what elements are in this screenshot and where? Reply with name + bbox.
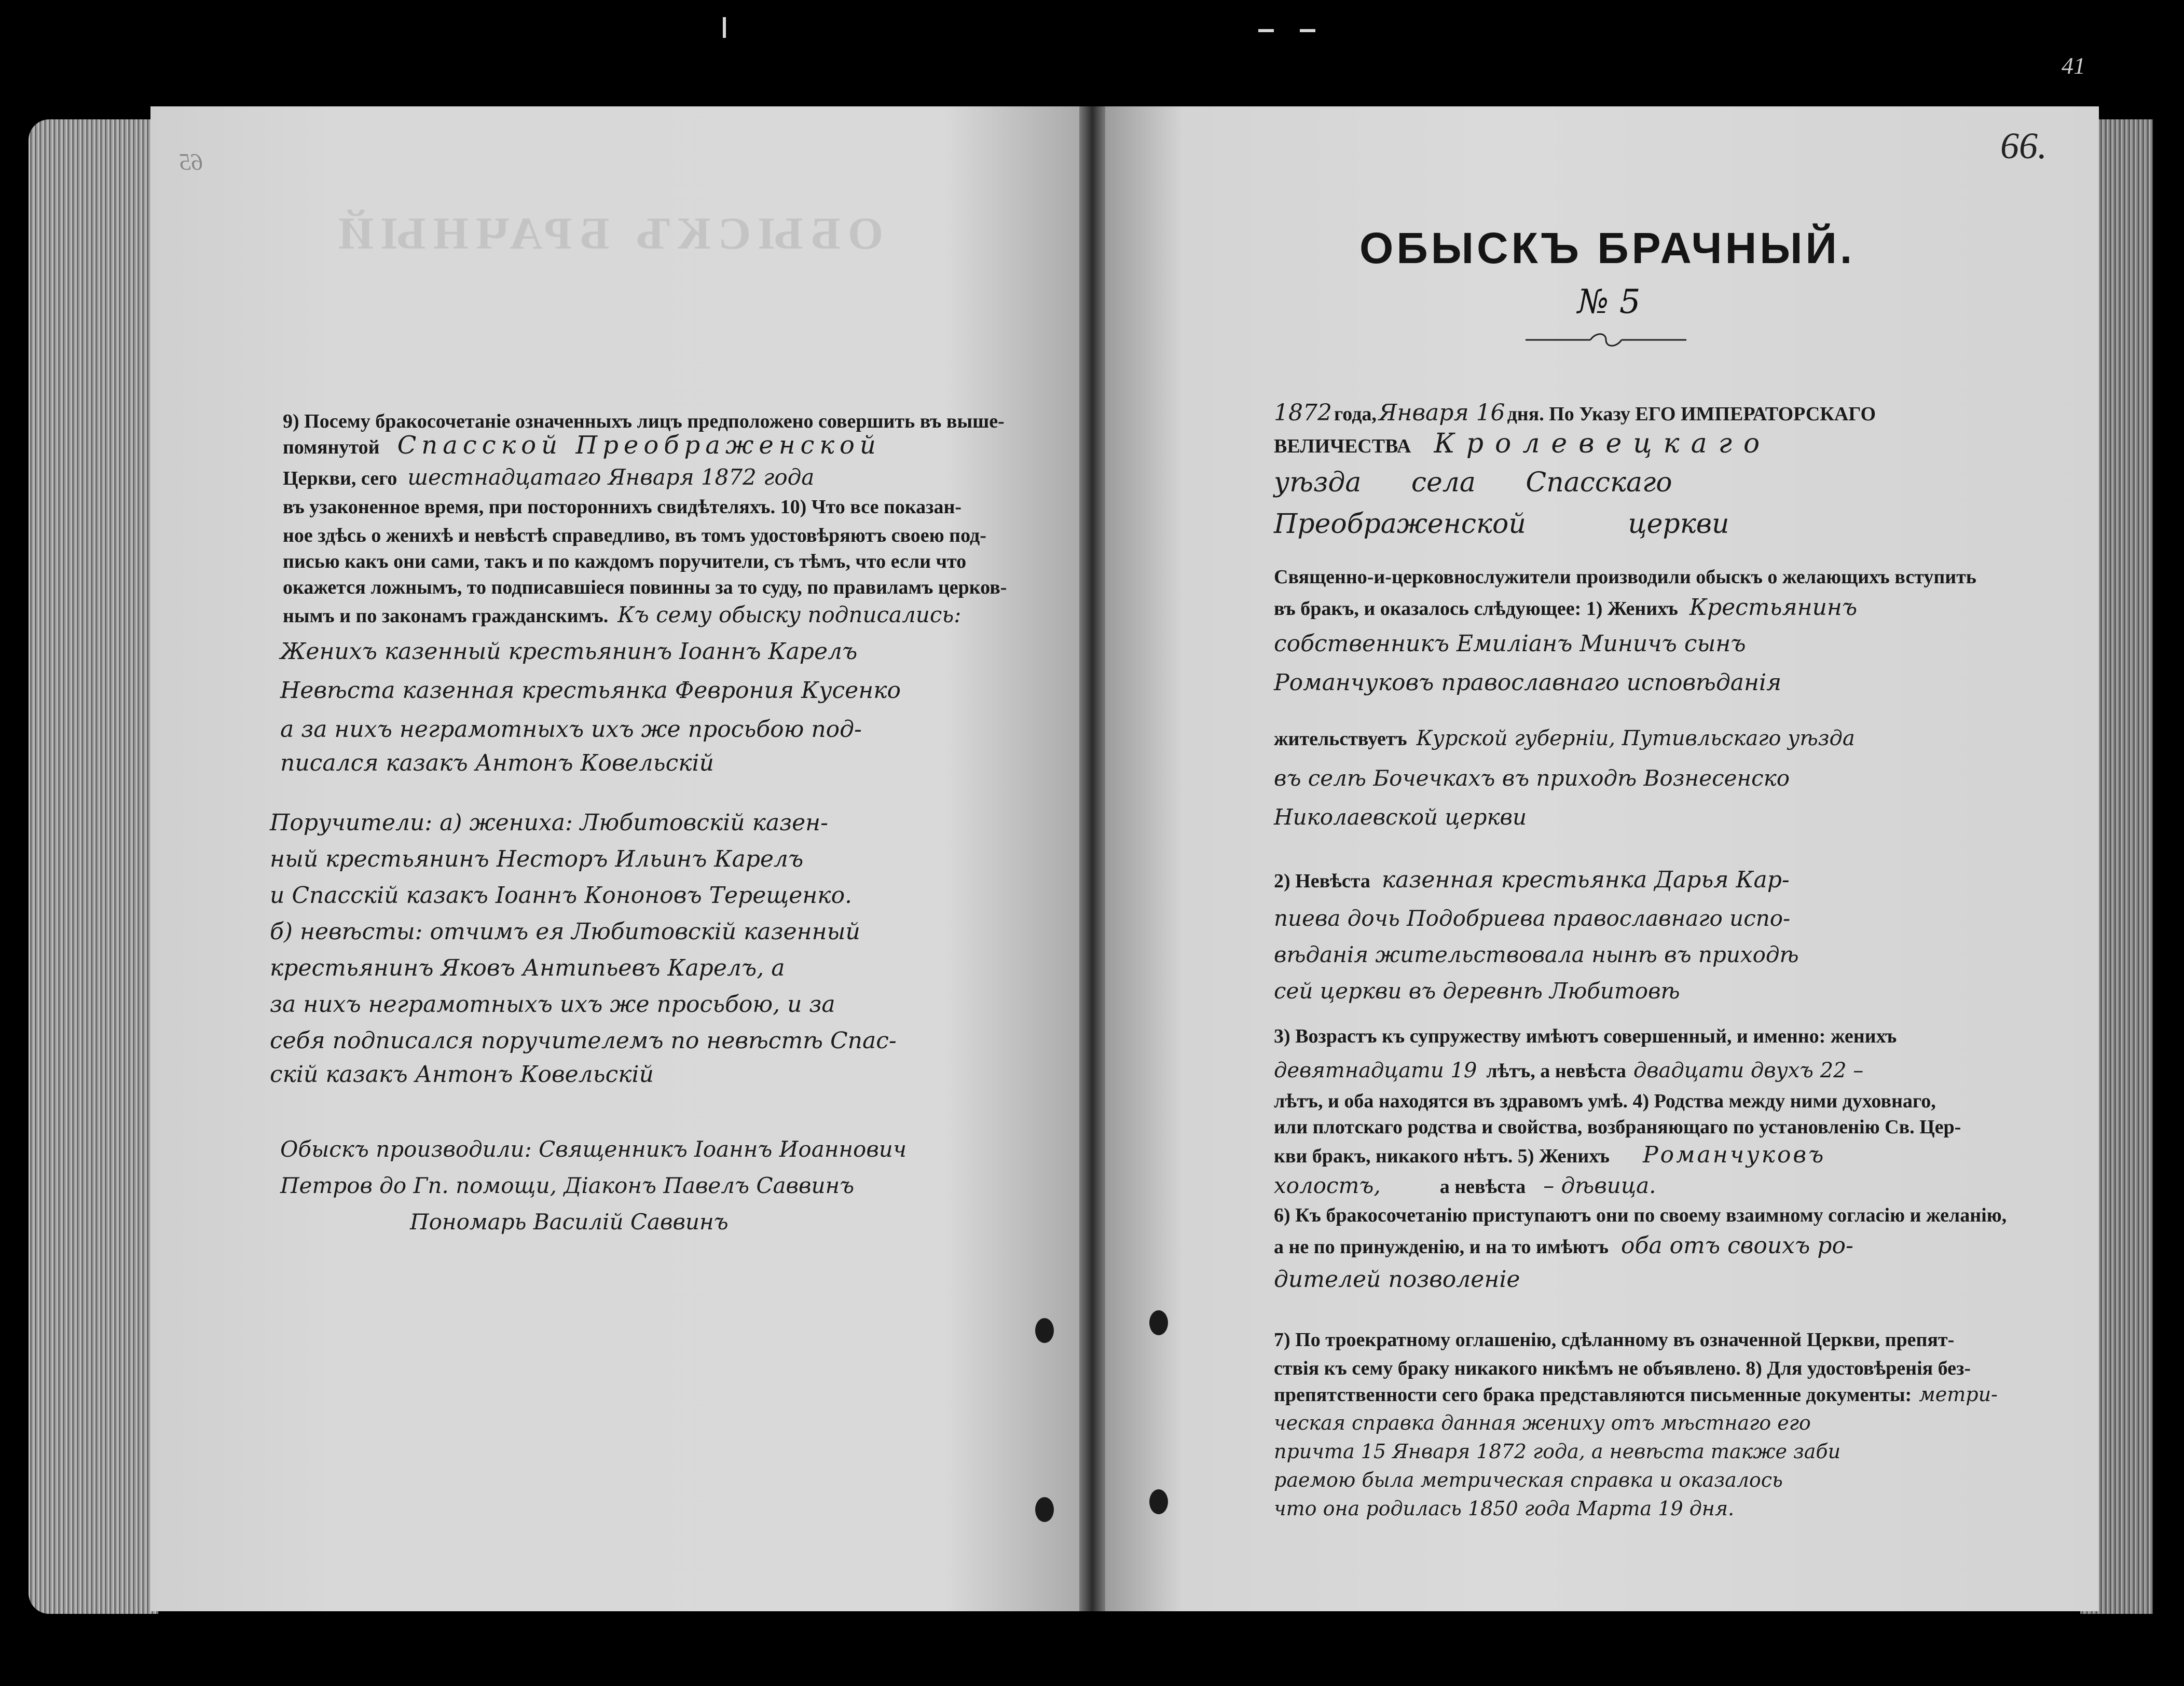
printed-text: Церкви, сего xyxy=(283,468,397,489)
handwritten-line: пиева дочь Подобриева православнаго испо- xyxy=(1274,906,1791,931)
handwritten-line: собственникъ Емиліанъ Миничъ сынъ xyxy=(1274,630,1746,657)
handwritten-text: Января 16 xyxy=(1378,400,1505,426)
handwritten-line: Обыскъ производили: Священникъ Іоаннъ Иоаннович xyxy=(280,1136,906,1162)
handwritten-line: Петров до Гп. помощи, Діаконъ Павелъ Саввинъ xyxy=(280,1173,855,1198)
printed-text: 9) Посему бракосочетаніе означенныхъ лицъ предположено совершить въ выше- xyxy=(283,410,1005,432)
handwritten-text: оба отъ своихъ ро- xyxy=(1621,1232,1853,1259)
printed-text: 6) Къ бракосочетанію приступаютъ они по своему взаимному согласію и желанію, xyxy=(1274,1204,2007,1226)
printed-text: или плотскаго родства и свойства, возбраняющаго по установленію Св. Цер- xyxy=(1274,1116,1961,1138)
printed-text: ВЕЛИЧЕСТВА xyxy=(1274,435,1411,457)
printed-text: лѣтъ, и оба находятся въ здравомъ умѣ. 4) Родства между ними духовнаго, xyxy=(1274,1090,1936,1112)
handwritten-text: двадцати двухъ 22 – xyxy=(1633,1059,1864,1082)
printed-text: нымъ и по законамъ гражданскимъ. xyxy=(283,605,609,627)
text-line xyxy=(283,464,814,490)
scan-mark xyxy=(1258,29,1274,32)
handwritten-line: Женихъ казенный крестьянинъ Іоаннъ Карелъ xyxy=(280,638,858,665)
printed-text: окажется ложнымъ, то подписавшіеся повинны за то суду, по правиламъ церков- xyxy=(283,577,1007,598)
handwritten-line: себя подписался поручителемъ по невѣстѣ Спас- xyxy=(270,1027,897,1054)
record-number: № 5 xyxy=(1577,283,1641,321)
handwritten-text: Курской губерніи, Путивльскаго уѣзда xyxy=(1416,727,1855,750)
handwritten-text: Романчуковъ xyxy=(1642,1142,1826,1168)
text-line xyxy=(1274,1059,1863,1082)
handwritten-line: въ селѣ Бочечкахъ въ приходѣ Вознесенско xyxy=(1274,765,1790,791)
handwritten-line: Поручители: а) жениха: Любитовскій казен- xyxy=(270,810,828,836)
handwritten-text: девятнадцати 19 xyxy=(1274,1059,1477,1082)
handwritten-line: уѣзда села Спасскаго xyxy=(1274,467,1672,498)
handwritten-line: Николаевской церкви xyxy=(1274,804,1527,830)
handwritten-line: причта 15 Января 1872 года, а невѣста также заби xyxy=(1274,1440,1841,1463)
handwritten-text: Спасской Преображенской xyxy=(397,431,881,460)
printed-text: 3) Возрастъ къ супружеству имѣютъ совершенный, и именно: женихъ xyxy=(1274,1025,1897,1047)
handwritten-line: писался казакъ Антонъ Ковельскій xyxy=(280,750,714,776)
corner-number: 41 xyxy=(2062,52,2085,79)
printed-text: въ узаконенное время, при постороннихъ свидѣтеляхъ. 10) Что все показан- xyxy=(283,496,961,518)
handwritten-line: дителей позволеніе xyxy=(1274,1266,1520,1293)
title-flourish xyxy=(1523,332,1689,348)
binding-hole xyxy=(1149,1310,1168,1335)
text-line xyxy=(283,410,1005,433)
handwritten-text: метри- xyxy=(1919,1383,1998,1406)
printed-text: писью какъ они сами, такъ и по каждомъ поручители, съ тѣмъ, что если что xyxy=(283,551,967,572)
text-line xyxy=(1274,1090,1936,1113)
text-line xyxy=(1274,867,1790,893)
printed-text: 7) По троекратному оглашенію, сдѣланному въ означенной Церкви, препят- xyxy=(1274,1329,1955,1351)
handwritten-text: холостъ, xyxy=(1274,1173,1381,1198)
text-line xyxy=(1274,1204,2007,1227)
handwritten-line: ный крестьянинъ Несторъ Ильинъ Карелъ xyxy=(270,846,804,872)
printed-text: Священно-и-церковнослужители производили обыскъ о желающихъ вступить xyxy=(1274,566,1976,588)
handwritten-line: ческая справка данная жениху отъ мѣстнаго его xyxy=(1274,1411,1811,1434)
printed-text: кви бракъ, никакого нѣтъ. 5) Женихъ xyxy=(1274,1145,1610,1167)
printed-text: въ бракъ, и оказалось слѣдующее: 1) Женихъ xyxy=(1274,598,1678,620)
handwritten-line: Невѣста казенная крестьянка Феврония Кусенко xyxy=(280,677,901,704)
scan-mark xyxy=(723,17,726,38)
handwritten-text: Кролевецкаго xyxy=(1434,428,1771,459)
scan-marks xyxy=(0,15,2184,46)
printed-text: лѣтъ, а невѣста xyxy=(1486,1060,1626,1082)
right-page-number: 66. xyxy=(2000,125,2047,167)
text-line xyxy=(1274,400,1876,426)
text-line xyxy=(1274,1232,1853,1259)
handwritten-text: 1872 xyxy=(1274,400,1332,426)
handwritten-line: раемою была метрическая справка и оказалось xyxy=(1274,1469,1783,1491)
handwritten-line: скій казакъ Антонъ Ковельскій xyxy=(270,1061,654,1088)
handwritten-line: Пономарь Василій Саввинъ xyxy=(410,1209,729,1235)
binding-hole xyxy=(1035,1497,1054,1522)
text-line xyxy=(283,602,961,627)
record-title: ОБЫСКЪ БРАЧНЫЙ. xyxy=(1359,224,1856,272)
handwritten-text: – дѣвица. xyxy=(1543,1173,1656,1198)
handwritten-line: Преображенской церкви xyxy=(1274,509,1729,540)
handwritten-line: сей церкви въ деревнѣ Любитовѣ xyxy=(1274,978,1680,1004)
text-line xyxy=(1274,1357,1971,1380)
printed-text: а невѣста xyxy=(1439,1176,1526,1198)
printed-text: помянутой xyxy=(283,436,380,458)
printed-text: года, xyxy=(1334,403,1377,425)
printed-text: а не по принужденію, и на то имѣютъ xyxy=(1274,1236,1609,1258)
text-line xyxy=(1274,727,1855,750)
printed-text: дня. По Указу ЕГО ИМПЕРАТОРСКАГО xyxy=(1507,403,1876,425)
handwritten-line: а за нихъ неграмотныхъ ихъ же просьбою под- xyxy=(280,716,862,743)
printed-text: ное здѣсь о женихѣ и невѣстѣ справедливо, въ томъ удостовѣряютъ своею под- xyxy=(283,525,986,546)
handwritten-text: казенная крестьянка Дарья Кар- xyxy=(1381,867,1790,893)
printed-text: жительствуетъ xyxy=(1274,728,1407,750)
text-line xyxy=(283,576,1007,599)
printed-text: препятственности сего брака представляются письменные документы: xyxy=(1274,1384,1912,1406)
left-page-number: 65 xyxy=(179,148,203,175)
handwritten-line: и Спасскій казакъ Іоаннъ Кононовъ Терещенко. xyxy=(270,882,853,909)
handwritten-line: вѣданія жительствовала нынѣ въ приходѣ xyxy=(1274,942,1799,967)
text-line xyxy=(1274,1328,1954,1351)
book-gutter xyxy=(1079,106,1105,1611)
handwritten-line: что она родилась 1850 года Марта 19 дня. xyxy=(1274,1497,1735,1520)
handwritten-line: за нихъ неграмотныхъ ихъ же просьбою, и за xyxy=(270,991,835,1018)
binding-hole xyxy=(1149,1489,1168,1514)
left-page-edges xyxy=(29,119,158,1614)
binding-hole xyxy=(1035,1318,1054,1343)
handwritten-text: шестнадцатаго Января 1872 года xyxy=(407,464,815,490)
handwritten-text: Крестьянинъ xyxy=(1689,594,1858,621)
text-line xyxy=(1274,428,1771,459)
text-line xyxy=(1274,566,1976,588)
bleed-through-title: ОБЫСКЪ БРАЧНЫЙ xyxy=(331,209,884,259)
handwritten-line: б) невѣсты: отчимъ ея Любитовскій казенный xyxy=(270,919,860,945)
scan-mark xyxy=(1300,29,1315,32)
text-line xyxy=(1274,1173,1656,1198)
text-line xyxy=(1274,594,1857,621)
text-line xyxy=(283,431,881,460)
text-line xyxy=(1274,1383,1998,1406)
text-line xyxy=(1274,1116,1961,1139)
text-line xyxy=(1274,1142,1825,1168)
printed-text: ствія къ сему браку никакого никѣмъ не объявлено. 8) Для удостовѣренія без- xyxy=(1274,1358,1971,1379)
text-line xyxy=(283,550,966,573)
text-line xyxy=(1274,1025,1897,1048)
handwritten-line: Романчуковъ православнаго исповѣданія xyxy=(1274,669,1782,696)
handwritten-text: Къ сему обыску подписались: xyxy=(617,602,961,627)
text-line xyxy=(283,496,961,518)
printed-text: 2) Невѣста xyxy=(1274,870,1370,892)
handwritten-line: крестьянинъ Яковъ Антипьевъ Карелъ, а xyxy=(270,955,785,981)
text-line xyxy=(283,524,986,547)
